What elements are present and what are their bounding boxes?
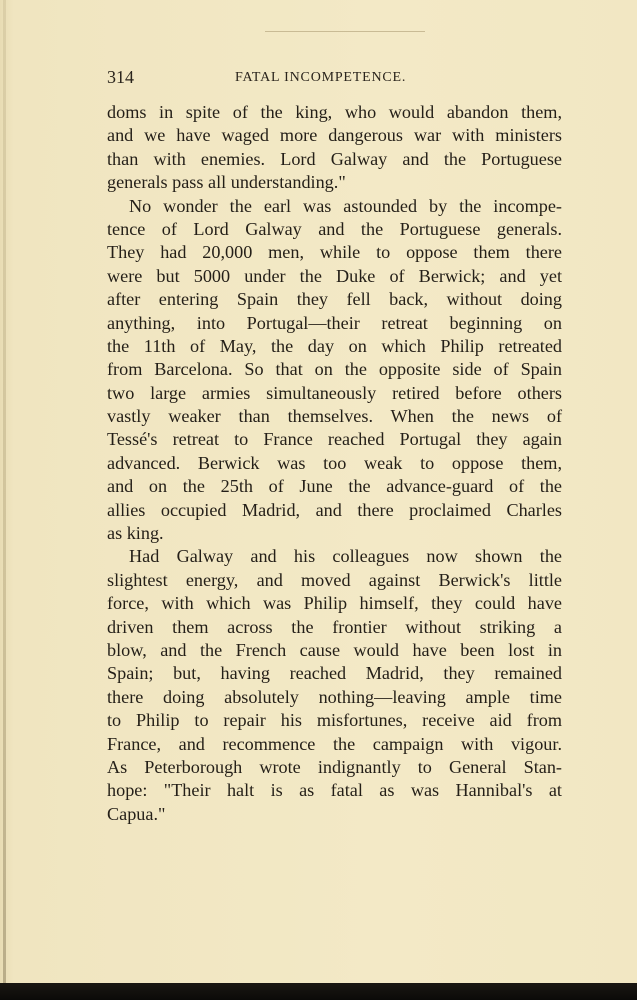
page-gutter-shadow	[3, 0, 6, 1000]
top-rule	[265, 31, 425, 32]
text-line: advanced. Berwick was too weak to oppose them,	[107, 452, 562, 473]
text-line: two large armies simultaneously retired before others	[107, 382, 562, 403]
page-header	[107, 66, 562, 90]
page-bottom-edge	[0, 983, 637, 1000]
text-line: tence of Lord Galway and the Portuguese generals.	[107, 218, 562, 239]
text-line: force, with which was Philip himself, they could have	[107, 593, 562, 614]
text-line: As Peterborough wrote indignantly to General Stan-	[107, 756, 562, 777]
text-line: the 11th of May, the day on which Philip retreated	[107, 335, 562, 356]
text-line: from Barcelona. So that on the opposite side of Spain	[107, 359, 562, 380]
text-line: They had 20,000 men, while to oppose them there	[107, 242, 562, 263]
text-line: than with enemies. Lord Galway and the Portuguese	[107, 148, 562, 169]
text-line: after entering Spain they fell back, without doing	[107, 289, 562, 310]
text-line: and we have waged more dangerous war with ministers	[107, 125, 562, 146]
text-line: Capua."	[107, 803, 166, 824]
text-line: and on the 25th of June the advance-guard of the	[107, 476, 562, 497]
text-line: Tessé's retreat to France reached Portugal they again	[107, 429, 562, 450]
text-line: generals pass all understanding."	[107, 172, 346, 193]
text-line: were but 5000 under the Duke of Berwick; and yet	[107, 265, 562, 286]
text-line: vastly weaker than themselves. When the news of	[107, 406, 562, 427]
body-text	[107, 101, 562, 826]
text-line: allies occupied Madrid, and there proclaimed Charles	[107, 499, 562, 520]
text-line: blow, and the French cause would have been lost in	[107, 639, 562, 660]
text-line: there doing absolutely nothing—leaving ample time	[107, 686, 562, 707]
text-line: slightest energy, and moved against Berwick's little	[107, 569, 562, 590]
text-line: driven them across the frontier without striking a	[107, 616, 562, 637]
text-line: doms in spite of the king, who would abandon them,	[107, 102, 562, 122]
paragraph-first-line: No wonder the earl was astounded by the incompe-	[129, 195, 562, 216]
text-line: as king.	[107, 523, 164, 544]
text-line: Spain; but, having reached Madrid, they remained	[107, 663, 562, 684]
text-line: to Philip to repair his misfortunes, receive aid from	[107, 710, 562, 731]
running-head: FATAL INCOMPETENCE.	[235, 70, 407, 85]
page-number: 314	[107, 67, 134, 87]
paragraph-first-line: Had Galway and his colleagues now shown the	[129, 546, 562, 567]
text-line: hope: "Their halt is as fatal as was Hannibal's at	[107, 780, 562, 801]
text-line: anything, into Portugal—their retreat beginning on	[107, 312, 562, 333]
text-line: France, and recommence the campaign with vigour.	[107, 733, 562, 754]
